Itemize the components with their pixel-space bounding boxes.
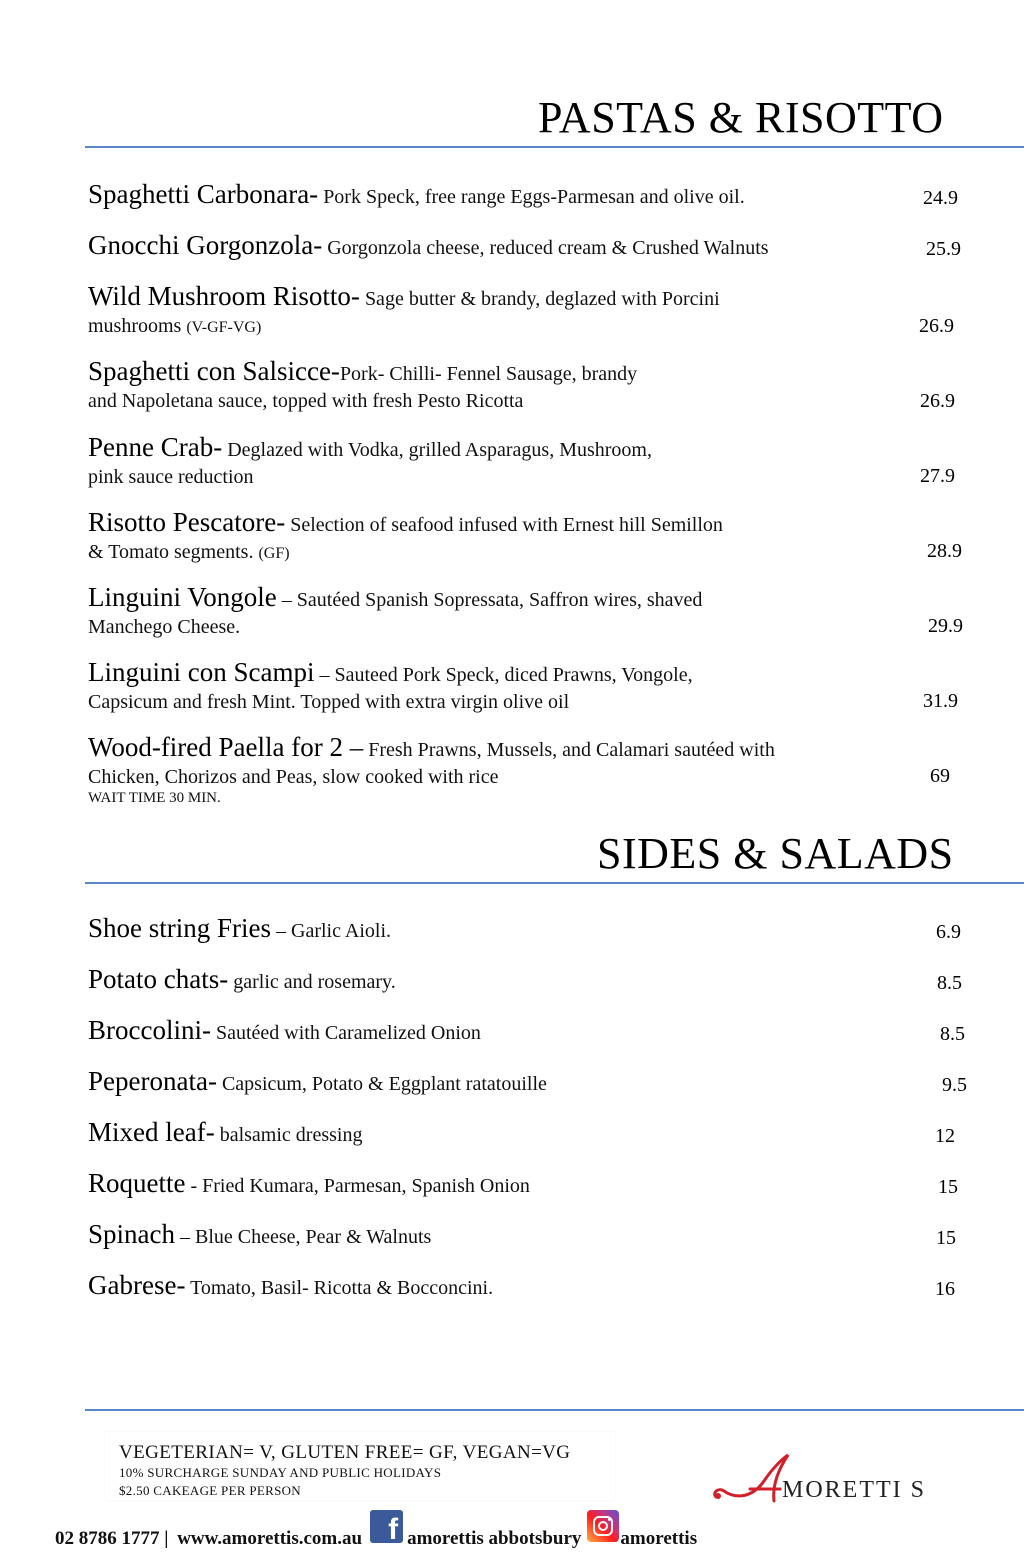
item-name: Mixed leaf-	[88, 1117, 215, 1147]
item-name: Potato chats-	[88, 964, 229, 994]
section-title-pastas: PASTAS & RISOTTO	[538, 93, 944, 142]
item-description: garlic and rosemary.	[228, 971, 396, 993]
item-description: Sage butter & brandy, deglazed with Porcini	[359, 288, 720, 310]
wait-time-note: WAIT TIME 30 MIN.	[88, 790, 221, 806]
menu-item	[88, 181, 968, 208]
item-price: 9.5	[942, 1074, 967, 1096]
menu-item	[88, 734, 968, 806]
menu-item	[88, 232, 968, 259]
item-name: Wood-fired Paella for 2 –	[88, 732, 364, 762]
item-description: Tomato, Basil- Ricotta & Bocconcini.	[185, 1277, 494, 1299]
item-name: Broccolini-	[88, 1015, 211, 1045]
item-description: Capsicum, Potato & Eggplant ratatouille	[216, 1073, 547, 1095]
facebook-handle[interactable]: amorettis abbotsbury	[407, 1528, 582, 1549]
item-description-cont: Manchego Cheese.	[88, 616, 241, 638]
menu-item	[88, 1068, 968, 1095]
menu-item	[88, 1017, 968, 1044]
menu-item	[88, 1221, 968, 1248]
contact-footer	[55, 1510, 697, 1550]
item-price: 27.9	[920, 465, 955, 487]
item-description: Selection of seafood infused with Ernest hill Semillon	[285, 514, 723, 536]
item-price: 69	[930, 765, 950, 787]
item-price: 26.9	[920, 390, 955, 412]
item-price: 31.9	[923, 690, 958, 712]
item-price: 6.9	[936, 921, 961, 943]
item-price: 16	[935, 1278, 955, 1300]
item-description-cont: Chicken, Chorizos and Peas, slow cooked with rice	[88, 766, 499, 788]
item-description-cont: Capsicum and fresh Mint. Topped with extra virgin olive oil	[88, 691, 570, 713]
menu-item	[88, 434, 968, 487]
item-price: 25.9	[926, 238, 961, 260]
item-description: Pork Speck, free range Eggs-Parmesan and olive oil.	[318, 186, 745, 208]
menu-item	[88, 1119, 968, 1146]
website-link[interactable]: www.amorettis.com.au	[177, 1528, 363, 1549]
menu-item	[88, 358, 968, 411]
section-divider	[85, 146, 1024, 148]
menu-item	[88, 1272, 968, 1299]
dietary-legend	[105, 1432, 615, 1500]
facebook-icon[interactable]: f	[370, 1510, 403, 1543]
section-divider	[85, 882, 1024, 884]
item-price: 15	[938, 1176, 958, 1198]
dietary-tag: (GF)	[258, 545, 290, 562]
item-price: 8.5	[937, 972, 962, 994]
menu-item	[88, 966, 968, 993]
menu-item	[88, 915, 968, 942]
item-name: Linguini Vongole	[88, 582, 277, 612]
footer-divider	[85, 1409, 1024, 1411]
item-name: Peperonata-	[88, 1066, 217, 1096]
menu-item	[88, 283, 968, 336]
dietary-tag: (V-GF-VG)	[186, 319, 262, 336]
item-name: Roquette	[88, 1168, 186, 1198]
item-description: - Fried Kumara, Parmesan, Spanish Onion	[185, 1175, 530, 1197]
item-description: Pork- Chilli- Fennel Sausage, brandy	[339, 363, 638, 385]
surcharge-note: 10% SURCHARGE SUNDAY AND PUBLIC HOLIDAYS	[119, 1465, 442, 1480]
item-price: 28.9	[927, 540, 962, 562]
item-description: – Garlic Aioli.	[271, 920, 391, 942]
menu-item	[88, 1170, 968, 1197]
amorettis-logo	[710, 1445, 1010, 1515]
item-name: Shoe string Fries	[88, 913, 272, 943]
item-description: Fresh Prawns, Mussels, and Calamari sautéed with	[363, 739, 775, 761]
item-name: Gabrese-	[88, 1270, 186, 1300]
item-description: Sautéed with Caramelized Onion	[210, 1022, 481, 1044]
item-name: Penne Crab-	[88, 432, 223, 462]
instagram-handle[interactable]: amorettis	[620, 1528, 698, 1549]
item-description: – Sauteed Pork Speck, diced Prawns, Vongole,	[314, 664, 693, 686]
item-description: – Sautéed Spanish Sopressata, Saffron wires, shaved	[276, 589, 703, 611]
item-description-cont: pink sauce reduction	[88, 466, 254, 488]
menu-item	[88, 509, 968, 562]
item-name: Wild Mushroom Risotto-	[88, 281, 360, 311]
menu-item	[88, 659, 968, 712]
item-description-cont: & Tomato segments.	[88, 541, 259, 563]
item-description: Deglazed with Vodka, grilled Asparagus, Mushroom,	[222, 439, 652, 461]
phone-number[interactable]: 02 8786 1777	[55, 1528, 160, 1549]
dietary-key: VEGETERIAN= V, GLUTEN FREE= GF, VEGAN=VG	[119, 1442, 571, 1463]
section-title-sides: SIDES & SALADS	[597, 829, 954, 878]
item-price: 8.5	[940, 1023, 965, 1045]
item-name: Risotto Pescatore-	[88, 507, 286, 537]
instagram-icon[interactable]	[587, 1510, 619, 1542]
item-name: Gnocchi Gorgonzola-	[88, 230, 323, 260]
item-description-cont: mushrooms	[88, 315, 187, 337]
item-description: – Blue Cheese, Pear & Walnuts	[175, 1226, 432, 1248]
item-name: Spinach	[88, 1219, 175, 1249]
item-description: balsamic dressing	[214, 1124, 363, 1146]
item-price: 24.9	[923, 187, 958, 209]
item-description-cont: and Napoletana sauce, topped with fresh Pesto Ricotta	[88, 390, 524, 412]
menu-item	[88, 584, 968, 637]
item-price: 29.9	[928, 615, 963, 637]
item-name: Spaghetti Carbonara-	[88, 179, 319, 209]
item-price: 26.9	[919, 315, 954, 337]
item-price: 12	[935, 1125, 955, 1147]
item-name: Spaghetti con Salsicce-	[88, 356, 340, 386]
item-description: Gorgonzola cheese, reduced cream & Crushed Walnuts	[322, 237, 769, 259]
item-name: Linguini con Scampi	[88, 657, 315, 687]
separator: |	[159, 1528, 174, 1549]
item-price: 15	[936, 1227, 956, 1249]
cakeage-note: $2.50 CAKEAGE PER PERSON	[119, 1483, 301, 1498]
logo-wordmark: MORETTI S	[782, 1477, 926, 1503]
